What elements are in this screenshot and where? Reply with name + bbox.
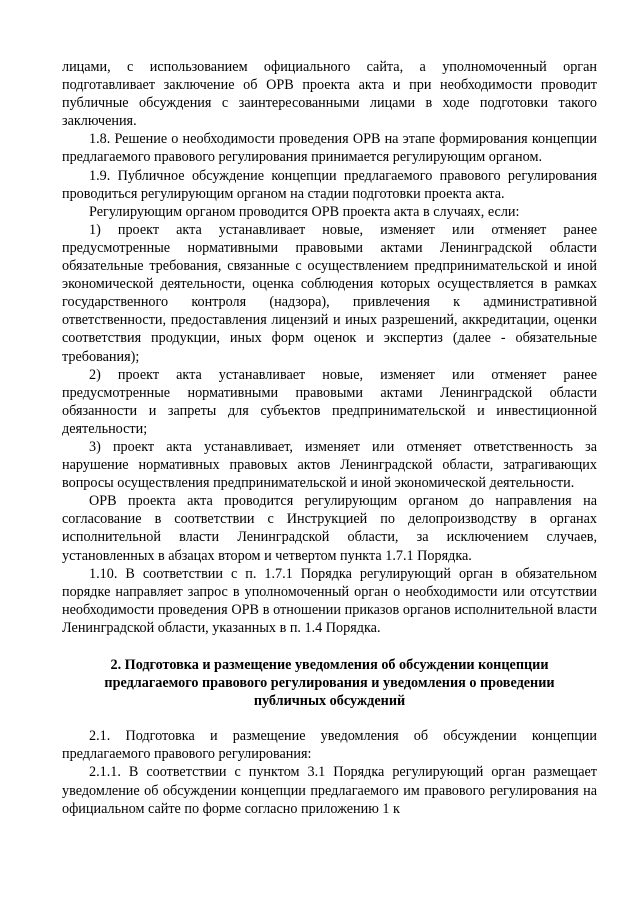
- spacer: [62, 637, 597, 656]
- list-item-case-3: 3) проект акта устанавливает, изменяет или отменяет ответственность за нарушение нормативных правовых актов Ленинградской области, затрагивающих вопросы осуществления предпринимательской и иной экономической деятельности.: [62, 438, 597, 492]
- paragraph-orv-cases-intro: Регулирующим органом проводится ОРВ проекта акта в случаях, если:: [89, 203, 520, 220]
- section-heading: 2. Подготовка и размещение уведомления об обсуждении концепции предлагаемого правового регулирования и уведомления о проведении публичных обсуждений: [104, 657, 555, 710]
- paragraph-2-1: 2.1. Подготовка и размещение уведомления об обсуждении концепции предлагаемого правового регулирования:: [62, 728, 597, 763]
- paragraph-1-10: 1.10. В соответствии с п. 1.7.1 Порядка регулирующий орган в обязательном порядке направляет запрос в уполномоченный орган о необходимости или отсутствии необходимости проведения ОРВ в отношении приказов органов исполнительной власти Ленинградской области, указанных в п. 1.4 Порядка.: [62, 565, 597, 636]
- paragraph-1-8: 1.8. Решение о необходимости проведения ОРВ на этапе формирования концепции предлагаемого правового регулирования принимается регулирующим органом.: [62, 131, 597, 166]
- paragraph: лицами, с использованием официального сайта, а уполномоченный орган подготавливает заключение об ОРВ проекта акта и при необходимости проводит публичные обсуждения с заинтересованными лицами в ходе подготовки такого заключения.: [62, 59, 597, 130]
- list-item-case-2: 2) проект акта устанавливает новые, изменяет или отменяет ранее предусмотренные нормативными правовыми актами Ленинградской области обязанности и запреты для субъектов предпринимательской и инвестиционной деятельности;: [62, 366, 597, 437]
- paragraph-orv-timing: ОРВ проекта акта проводится регулирующим органом до направления на согласование в соответствии с Инструкцией по делопроизводству в органах исполнительной власти Ленинградской области, за исключением случаев, установленных в абзацах втором и четвертом пункта 1.7.1 Порядка.: [62, 493, 597, 564]
- paragraph-2-1-1: 2.1.1. В соответствии с пунктом 3.1 Порядка регулирующий орган размещает уведомление об обсуждении концепции предлагаемого им правового регулирования на официальном сайте по форме согласно приложению 1 к: [62, 764, 597, 817]
- spacer: [62, 710, 597, 727]
- paragraph-1-9: 1.9. Публичное обсуждение концепции предлагаемого правового регулирования проводиться регулирующим органом на стадии подготовки проекта акта.: [62, 167, 597, 202]
- list-item-case-1: 1) проект акта устанавливает новые, изменяет или отменяет ранее предусмотренные нормативными правовыми актами Ленинградской области обязательные требования, связанные с осуществлением предпринимательской и иной экономической деятельности, оценка соблюдения которых осуществляется в рамках государственного контроля (надзора), привлечения к административной ответственности, предоставления лицензий и иных разрешений, аккредитации, оценки соответствия продукции, иных форм оценок и экспертиз (далее - обязательные требования);: [62, 221, 597, 365]
